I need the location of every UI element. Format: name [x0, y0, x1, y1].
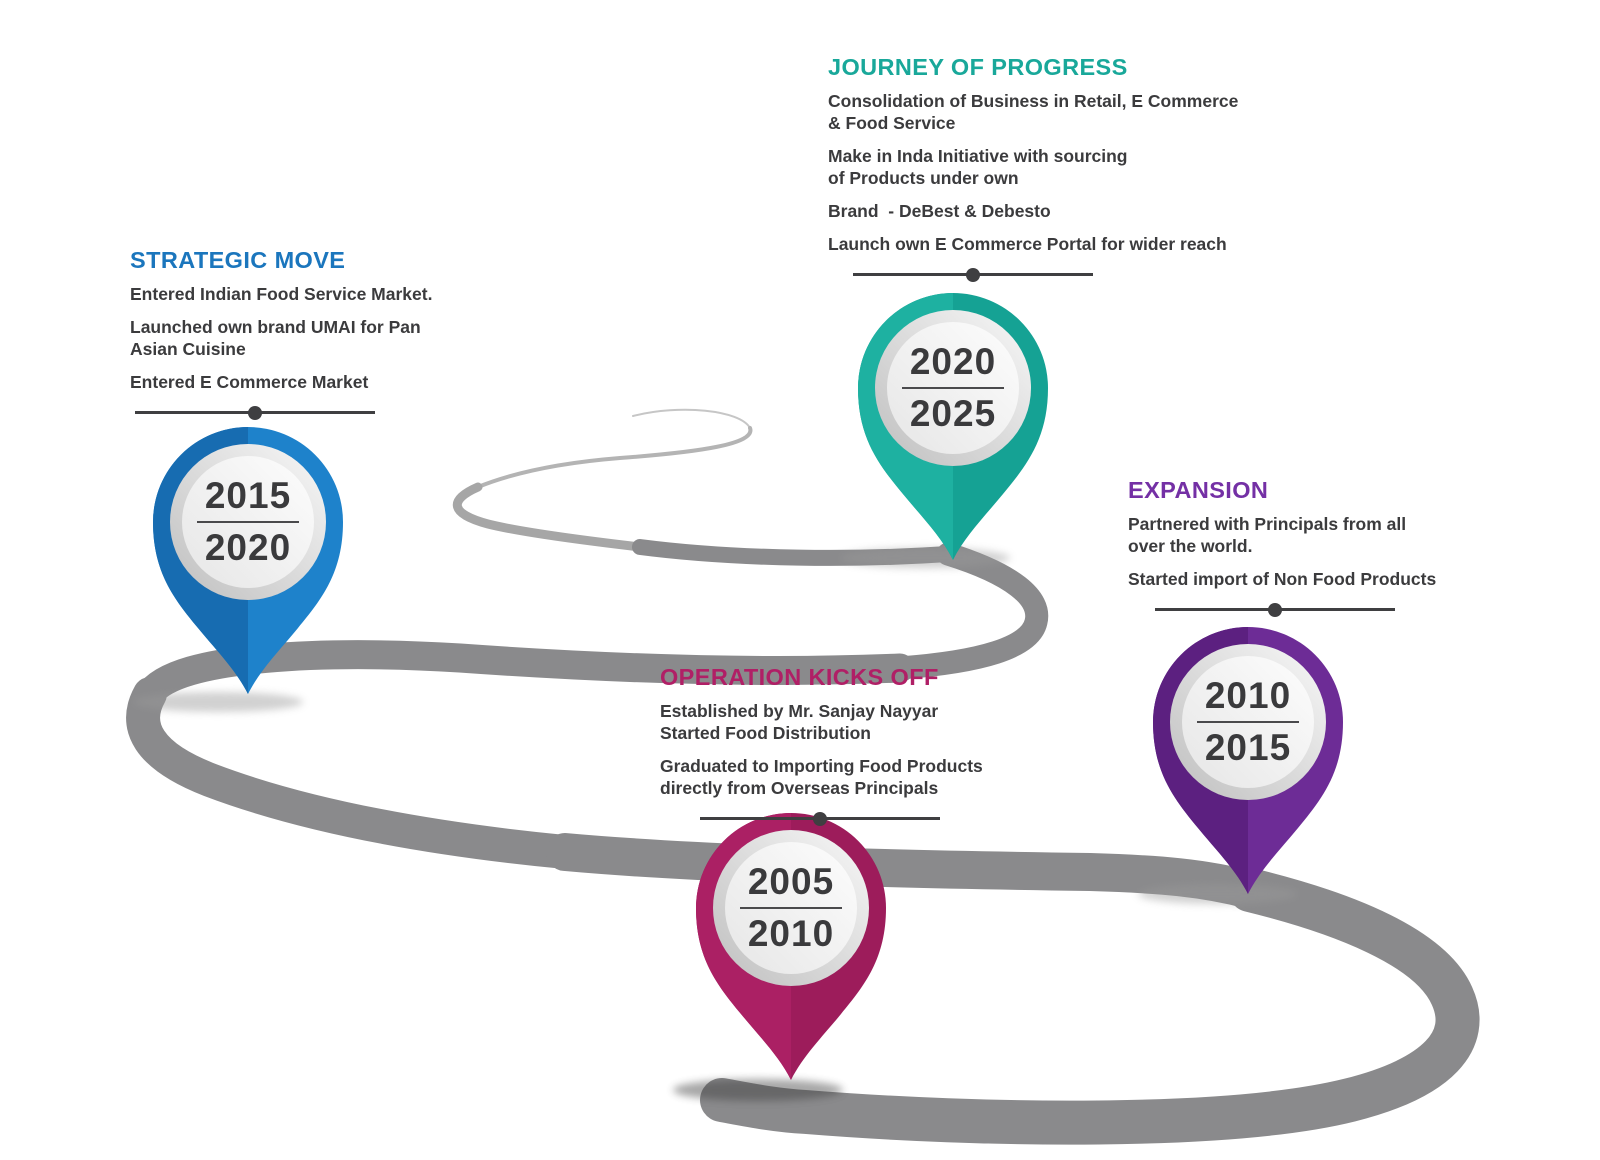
- year-top: 2010: [1204, 675, 1292, 716]
- road-segment-far-spiral: [633, 410, 750, 428]
- milestone-text-line: Started Food Distribution: [660, 723, 871, 743]
- year-separator: [1197, 721, 1299, 723]
- milestone-text-line: Launched own brand UMAI for Pan: [130, 317, 421, 337]
- year-bottom: 2025: [909, 393, 997, 434]
- milestone-text-line: Entered E Commerce Market: [130, 372, 369, 392]
- pin-shadow-journey: [840, 548, 1010, 568]
- milestone-text-line: Partnered with Principals from all: [1128, 514, 1407, 534]
- milestone-block-operation: [660, 664, 1060, 820]
- road-segment-left-loop: [143, 694, 565, 852]
- timeline-dot: [966, 268, 980, 282]
- pin-years-journey: [863, 342, 1043, 434]
- pin-years-operation: [701, 862, 881, 954]
- milestone-text-line: Entered Indian Food Service Market.: [130, 284, 433, 304]
- pin-shadow-operation: [673, 1079, 843, 1101]
- timeline-dot: [248, 406, 262, 420]
- milestone-text-line: Established by Mr. Sanjay Nayyar: [660, 701, 939, 721]
- year-bottom: 2020: [204, 527, 292, 568]
- milestone-text-line: Brand - DeBest & Debesto: [828, 201, 1051, 221]
- milestone-text-line: over the world.: [1128, 536, 1253, 556]
- timeline-dot: [1268, 603, 1282, 617]
- milestone-block-expansion: [1128, 477, 1498, 611]
- year-top: 2020: [909, 341, 997, 382]
- milestone-title: EXPANSION: [1128, 477, 1269, 503]
- milestone-text-line: Make in Inda Initiative with sourcing: [828, 146, 1128, 166]
- milestone-rule: [700, 817, 940, 820]
- milestone-text-line: & Food Service: [828, 113, 956, 133]
- milestone-text-line: Graduated to Importing Food Products: [660, 756, 983, 776]
- milestone-title: OPERATION KICKS OFF: [660, 664, 939, 690]
- milestone-block-journey: [828, 54, 1298, 276]
- milestone-text-line: Consolidation of Business in Retail, E Commerce: [828, 91, 1239, 111]
- milestone-text-line: Launch own E Commerce Portal for wider reach: [828, 234, 1227, 254]
- milestone-text-line: Started import of Non Food Products: [1128, 569, 1437, 589]
- milestone-text-line: directly from Overseas Principals: [660, 778, 939, 798]
- year-bottom: 2015: [1204, 727, 1292, 768]
- milestone-rule: [135, 411, 375, 414]
- year-top: 2005: [747, 861, 835, 902]
- pin-years-expansion: [1158, 676, 1338, 768]
- milestone-text-line: Asian Cuisine: [130, 339, 246, 359]
- road-segment-far: [478, 428, 750, 487]
- road-segment-hook: [457, 487, 640, 547]
- year-separator: [902, 387, 1004, 389]
- timeline-dot: [813, 812, 827, 826]
- milestone-block-strategic: [130, 247, 520, 414]
- pin-years-strategic: [158, 476, 338, 568]
- milestone-rule: [1155, 608, 1395, 611]
- milestone-title: STRATEGIC MOVE: [130, 247, 346, 273]
- pin-shadow-expansion: [1138, 884, 1298, 904]
- road-segment-teal-curl: [900, 554, 1037, 668]
- year-top: 2015: [204, 475, 292, 516]
- milestone-rule: [853, 273, 1093, 276]
- road-segment-mid-bottom: [565, 852, 1250, 890]
- milestone-text-line: of Products under own: [828, 168, 1019, 188]
- milestone-title: JOURNEY OF PROGRESS: [828, 54, 1128, 80]
- year-separator: [197, 521, 299, 523]
- year-bottom: 2010: [747, 913, 835, 954]
- pin-shadow-strategic: [133, 692, 303, 712]
- year-separator: [740, 907, 842, 909]
